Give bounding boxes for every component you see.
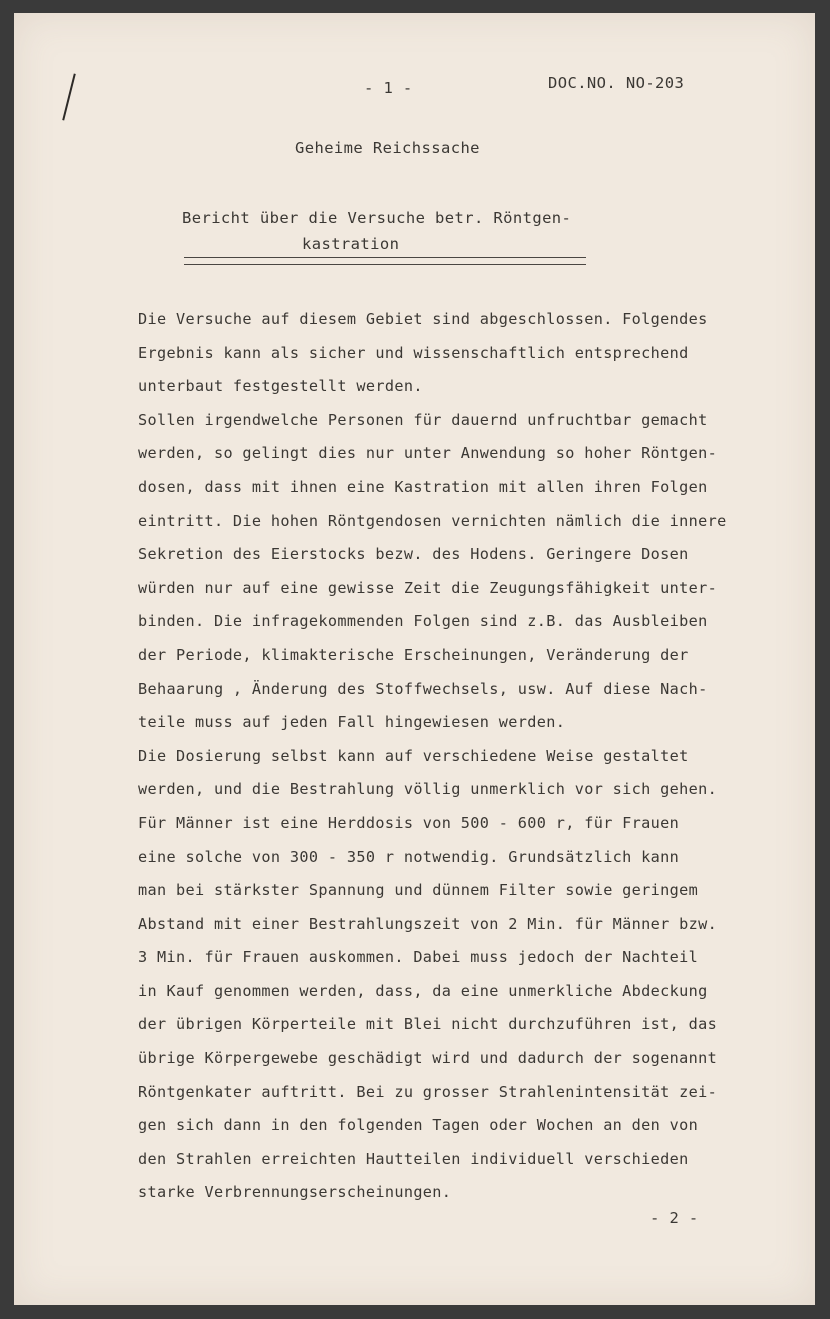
body-line: Für Männer ist eine Herddosis von 500 - 600 r, für Frauen xyxy=(138,813,680,832)
document-number: DOC.NO. NO-203 xyxy=(548,74,685,92)
body-line: werden, und die Bestrahlung völlig unmerklich vor sich gehen. xyxy=(138,780,718,799)
body-line: starke Verbrennungserscheinungen. xyxy=(138,1183,452,1202)
body-line: würden nur auf eine gewisse Zeit die Zeugungsfähigkeit unter- xyxy=(138,578,718,597)
body-line: Sollen irgendwelche Personen für dauernd unfruchtbar gemacht xyxy=(138,410,708,429)
body-line: in Kauf genommen werden, dass, da eine unmerkliche Abdeckung xyxy=(138,981,708,1000)
body-line: binden. Die infragekommenden Folgen sind z.B. das Ausbleiben xyxy=(138,612,708,631)
report-body xyxy=(138,303,758,1210)
body-line: Röntgenkater auftritt. Bei zu grosser Strahlenintensität zei- xyxy=(138,1082,718,1101)
body-line: man bei stärkster Spannung und dünnem Filter sowie geringem xyxy=(138,881,699,900)
title-double-underline xyxy=(184,257,586,265)
body-line: Die Versuche auf diesem Gebiet sind abgeschlossen. Folgendes xyxy=(138,310,708,328)
body-line: gen sich dann in den folgenden Tagen oder Wochen an den von xyxy=(138,1116,699,1135)
body-line: der übrigen Körperteile mit Blei nicht durchzuführen ist, das xyxy=(138,1015,718,1034)
ink-mark xyxy=(62,73,76,120)
document-page xyxy=(14,13,815,1305)
page-number: - 1 - xyxy=(364,79,413,97)
body-line: Ergebnis kann als sicher und wissenschaftlich entsprechend xyxy=(138,343,689,362)
body-line: der Periode, klimakterische Erscheinungen, Veränderung der xyxy=(138,645,689,664)
body-line: Die Dosierung selbst kann auf verschiedene Weise gestaltet xyxy=(138,746,689,765)
title-line-1: Bericht über die Versuche betr. Röntgen- xyxy=(182,209,572,227)
body-line: 3 Min. für Frauen auskommen. Dabei muss jedoch der Nachteil xyxy=(138,948,699,967)
body-line: dosen, dass mit ihnen eine Kastration mit allen ihren Folgen xyxy=(138,477,708,496)
report-title xyxy=(182,205,602,257)
body-line: übrige Körpergewebe geschädigt wird und dadurch der sogenannt xyxy=(138,1049,718,1068)
classification-heading: Geheime Reichssache xyxy=(295,139,480,157)
body-line: Behaarung , Änderung des Stoffwechsels, usw. Auf diese Nach- xyxy=(138,679,708,698)
body-line: Abstand mit einer Bestrahlungszeit von 2 Min. für Männer bzw. xyxy=(138,914,718,933)
title-line-2: kastration xyxy=(302,235,400,253)
body-line: werden, so gelingt dies nur unter Anwendung so hoher Röntgen- xyxy=(138,444,718,463)
next-page-indicator: - 2 - xyxy=(650,1209,699,1227)
body-line: eintritt. Die hohen Röntgendosen vernichten nämlich die innere xyxy=(138,511,727,530)
body-line: unterbaut festgestellt werden. xyxy=(138,377,423,396)
body-line: den Strahlen erreichten Hautteilen individuell verschieden xyxy=(138,1149,689,1168)
body-line: eine solche von 300 - 350 r notwendig. Grundsätzlich kann xyxy=(138,847,680,866)
body-line: Sekretion des Eierstocks bezw. des Hodens. Geringere Dosen xyxy=(138,545,689,564)
body-line: teile muss auf jeden Fall hingewiesen werden. xyxy=(138,713,566,732)
